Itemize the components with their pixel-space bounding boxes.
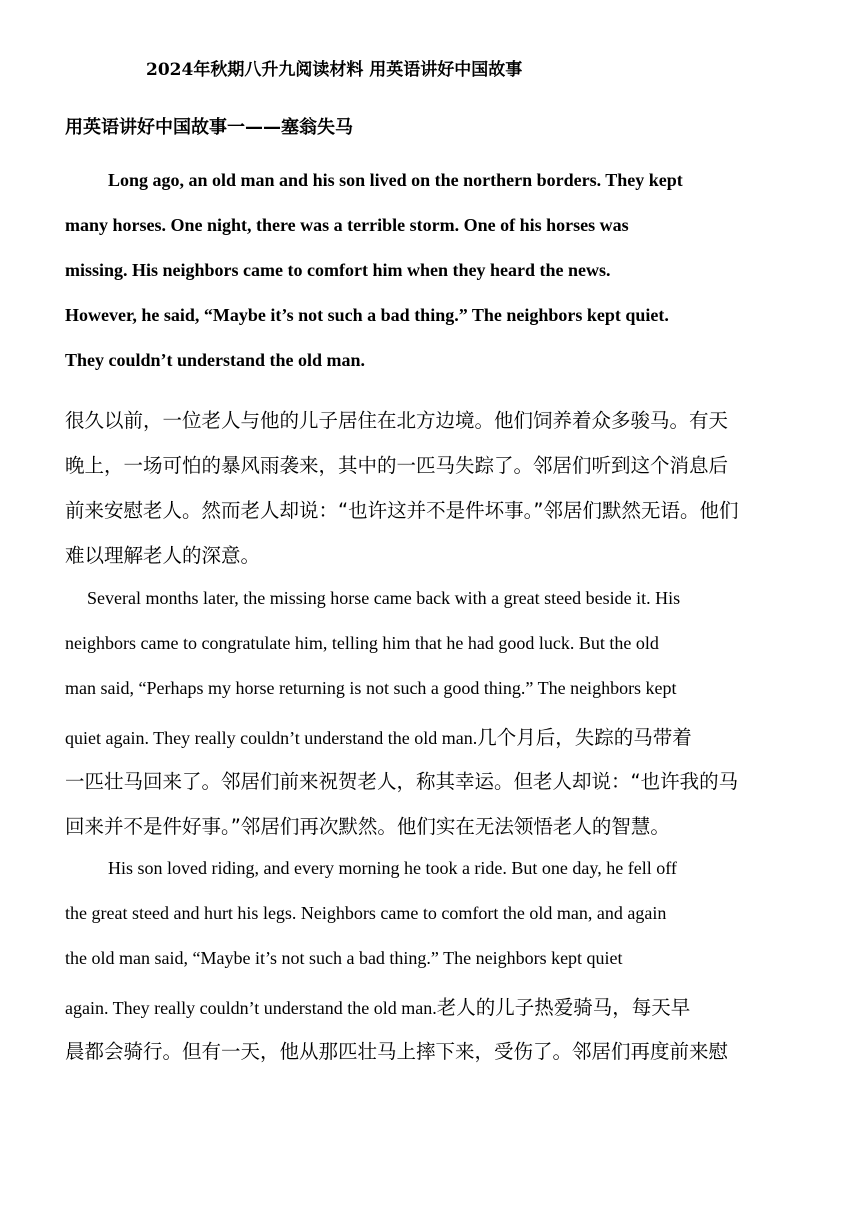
paragraph-line: 一匹壮马回来了。邻居们前来祝贺老人，称其幸运。但老人却说：“也许我的马 <box>65 770 739 793</box>
document-title: 2024年秋期八升九阅读材料 用英语讲好中国故事 <box>146 60 523 80</box>
paragraph-line <box>65 722 692 750</box>
paragraph-line: Several months later, the missing horse came back with a great steed beside it. His <box>87 588 681 608</box>
paragraph-line: They couldn’t understand the old man. <box>65 350 366 370</box>
paragraph-line: His son loved riding, and every morning he took a ride. But one day, he fell off <box>108 858 677 878</box>
paragraph-line: neighbors came to congratulate him, telling him that he had good luck. But the old <box>65 633 659 653</box>
paragraph-line: 前来安慰老人。然而老人却说：“也许这并不是件坏事。”邻居们默然无语。他们 <box>65 499 739 522</box>
paragraph-line: missing. His neighbors came to comfort him when they heard the news. <box>65 260 611 280</box>
paragraph-line: 难以理解老人的深意。 <box>65 544 261 567</box>
paragraph-line: 晚上，一场可怕的暴风雨袭来，其中的一匹马失踪了。邻居们听到这个消息后 <box>65 454 729 477</box>
paragraph-line: Long ago, an old man and his son lived on the northern borders. They kept <box>108 170 683 190</box>
chinese-segment: 老人的儿子热爱骑马，每天早 <box>436 996 691 1019</box>
paragraph-line: man said, “Perhaps my horse returning is not such a good thing.” The neighbors kept <box>65 678 677 698</box>
paragraph-line: 回来并不是件好事。”邻居们再次默然。他们实在无法领悟老人的智慧。 <box>65 815 670 838</box>
english-segment: quiet again. They really couldn’t understand the old man. <box>65 728 478 748</box>
paragraph-line: the old man said, “Maybe it’s not such a bad thing.” The neighbors kept quiet <box>65 948 623 968</box>
paragraph-line: 晨都会骑行。但有一天，他从那匹壮马上摔下来，受伤了。邻居们再度前来慰 <box>65 1040 729 1063</box>
paragraph-line: However, he said, “Maybe it’s not such a bad thing.” The neighbors kept quiet. <box>65 305 669 325</box>
paragraph-line: the great steed and hurt his legs. Neighbors came to comfort the old man, and again <box>65 903 667 923</box>
chinese-segment: 几个月后，失踪的马带着 <box>477 726 692 749</box>
paragraph-line: many horses. One night, there was a terrible storm. One of his horses was <box>65 215 629 235</box>
story-heading: 用英语讲好中国故事一——塞翁失马 <box>65 117 353 138</box>
paragraph-line <box>65 992 690 1020</box>
english-segment: again. They really couldn’t understand the old man. <box>65 998 437 1018</box>
paragraph-line: 很久以前，一位老人与他的儿子居住在北方边境。他们饲养着众多骏马。有天 <box>65 409 729 432</box>
